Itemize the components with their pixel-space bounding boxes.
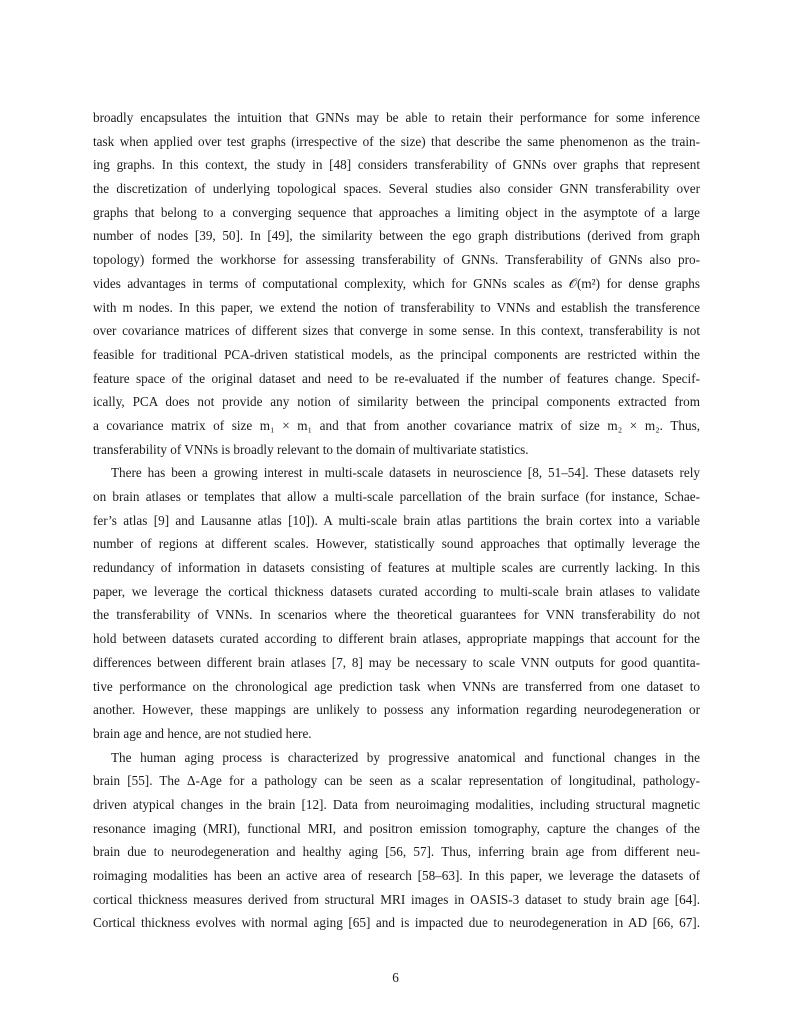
text-line: task when applied over test graphs (irrespective of the size) that describe the same phenomenon as the train- xyxy=(93,133,700,149)
text-line: the transferability of VNNs. In scenarios where the theoretical guarantees for VNN transferability do not xyxy=(93,607,700,623)
text-line: roimaging modalities has been an active area of research [58–63]. In this paper, we leverage the datasets of xyxy=(93,868,700,883)
text-line: graphs that belong to a converging sequence that approaches a limiting object in the asymptote of a large xyxy=(93,204,700,220)
text-line: the discretization of underlying topological spaces. Several studies also consider GNN transferability over xyxy=(93,181,700,197)
text-line: There has been a growing interest in multi-scale datasets in neuroscience [8, 51–54]. These datasets rely xyxy=(111,465,700,481)
text-line: feature space of the original dataset and need to be re-evaluated if the number of features change. Specif- xyxy=(93,370,700,386)
paragraph-multiscale-datasets xyxy=(93,461,700,745)
text-line: transferability of VNNs is broadly relevant to the domain of multivariate statistics. xyxy=(93,441,529,457)
text-line: differences between different brain atlases [7, 8] may be necessary to scale VNN outputs for good quantita- xyxy=(93,654,700,670)
text-line: Cortical thickness evolves with normal aging [65] and is impacted due to neurodegeneration in AD [66, 67]. xyxy=(93,915,700,931)
text-line: resonance imaging (MRI), functional MRI, and positron emission tomography, capture the changes of the xyxy=(93,820,700,836)
paragraph-transferability xyxy=(93,106,700,461)
text-line: brain due to neurodegeneration and healthy aging [56, 57]. Thus, inferring brain age from different neu- xyxy=(93,844,700,860)
text-line: a covariance matrix of size m₁ × m₁ and that from another covariance matrix of size m₂ × m₂. Thus, xyxy=(93,417,700,433)
paragraph-brain-aging xyxy=(93,746,700,936)
text-line: over covariance matrices of different sizes that converge in some sense. In this context, transferability is not xyxy=(93,323,700,339)
text-line: cortical thickness measures derived from structural MRI images in OASIS-3 dataset to study brain age [64]. xyxy=(93,891,700,907)
text-line: fer’s atlas [9] and Lausanne atlas [10]). A multi-scale brain atlas partitions the brain cortex into a variable xyxy=(93,512,700,528)
text-line: hold between datasets curated according to different brain atlases, appropriate mappings that account for the xyxy=(93,631,700,647)
text-line: number of regions at different scales. However, statistically sound approaches that optimally leverage the xyxy=(93,536,700,552)
body-text xyxy=(93,106,700,935)
text-line: brain [55]. The Δ-Age for a pathology can be seen as a scalar representation of longitudinal, pathology- xyxy=(93,773,700,789)
text-line: ically, PCA does not provide any notion of similarity between the principal components extracted from xyxy=(93,394,700,410)
text-line: tive performance on the chronological age prediction task when VNNs are transferred from one dataset to xyxy=(93,678,700,694)
text-line: with m nodes. In this paper, we extend the notion of transferability to VNNs and establish the transference xyxy=(93,299,700,315)
text-line: redundancy of information in datasets consisting of features at multiple scales are currently lacking. In this xyxy=(93,560,700,576)
text-line: driven atypical changes in the brain [12]. Data from neuroimaging modalities, including structural magnetic xyxy=(93,796,700,812)
page-number: 6 xyxy=(392,970,399,985)
text-line: The human aging process is characterized by progressive anatomical and functional changes in the xyxy=(111,749,700,765)
text-line: topology) formed the workhorse for assessing transferability of GNNs. Transferability of GNNs also pro- xyxy=(93,252,700,268)
text-line: number of nodes [39, 50]. In [49], the similarity between the ego graph distributions (derived from graph xyxy=(93,228,700,244)
text-line: paper, we leverage the cortical thickness datasets curated according to multi-scale brain atlases to validate xyxy=(93,583,700,599)
text-line: feasible for traditional PCA-driven statistical models, as the principal components are restricted within the xyxy=(93,346,700,362)
text-line: brain age and hence, are not studied here. xyxy=(93,725,312,741)
text-line: vides advantages in terms of computational complexity, which for GNNs scales as 𝒪(m²) for dense graphs xyxy=(93,275,700,291)
text-line: broadly encapsulates the intuition that GNNs may be able to retain their performance for some inference xyxy=(93,110,700,125)
text-line: on brain atlases or templates that allow a multi-scale parcellation of the brain surface (for instance, Schae- xyxy=(93,489,700,504)
text-line: ing graphs. In this context, the study in [48] considers transferability of GNNs over graphs that represent xyxy=(93,157,700,173)
text-line: another. However, these mappings are unlikely to possess any information regarding neurodegeneration or xyxy=(93,702,700,718)
